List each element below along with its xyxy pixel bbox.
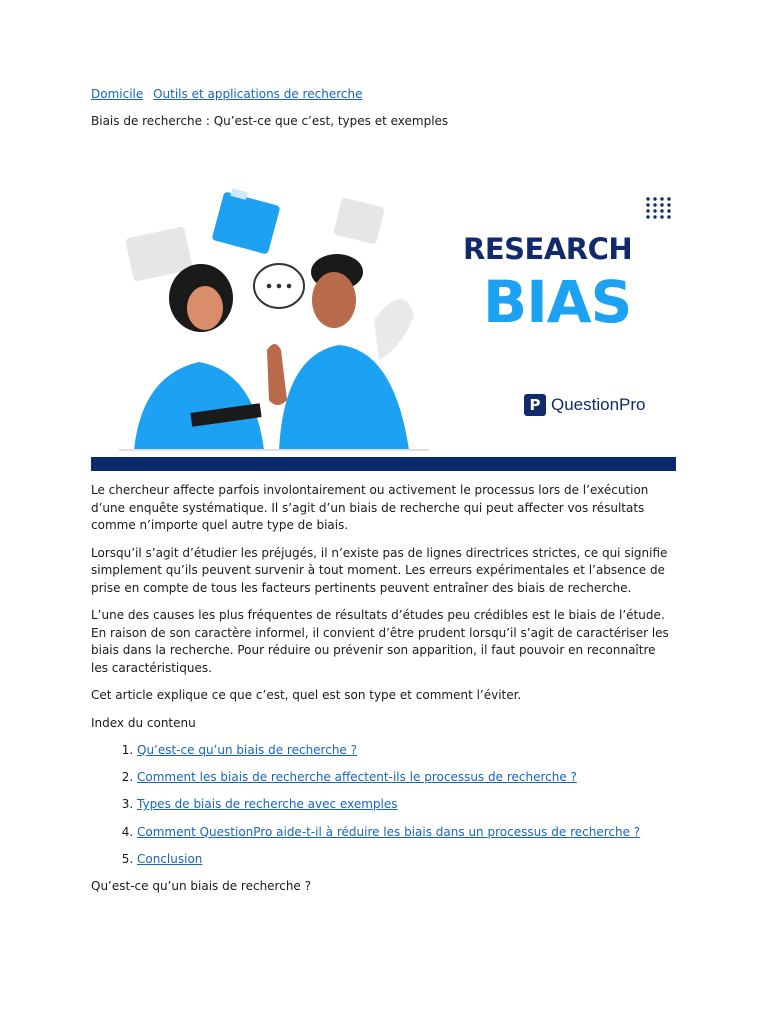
toc-link[interactable]: Types de biais de recherche avec exemples — [137, 797, 398, 812]
people-discussion-illustration — [119, 180, 429, 455]
toc-item — [137, 824, 676, 841]
paragraph: Le chercheur affecte parfois involontairement ou activement le processus lors de l’exécution d’une enquête systématique. Il s’agit d’un biais de recherche qui peut affecter vos résultats comme n’importe quel autre type de biais. — [91, 483, 649, 532]
page-title: Biais de recherche : Qu’est-ce que c’est, types et exemples — [91, 114, 449, 128]
breadcrumb — [91, 86, 676, 103]
questionpro-logo — [524, 394, 646, 416]
breadcrumb-category-link[interactable]: Outils et applications de recherche — [153, 87, 363, 101]
toc-link[interactable]: Comment les biais de recherche affectent-ils le processus de recherche ? — [137, 769, 577, 784]
document-page — [91, 86, 676, 895]
section-heading: Qu’est-ce qu’un biais de recherche ? — [91, 879, 311, 894]
breadcrumb-home-link[interactable]: Domicile — [91, 87, 144, 101]
paragraph: Cet article explique ce que c’est, quel est son type et comment l’éviter. — [91, 688, 522, 702]
questionpro-logo-text: QuestionPro — [551, 395, 646, 414]
table-of-contents — [91, 742, 676, 869]
questionpro-logo-icon: P — [524, 394, 546, 416]
hero-heading-research: RESEARCH — [463, 232, 633, 266]
toc-title: Index du contenu — [91, 715, 196, 730]
toc-link[interactable]: Comment QuestionPro aide-t-il à réduire les biais dans un processus de recherche ? — [137, 824, 641, 839]
hero-heading-bias: BIAS — [483, 268, 632, 336]
hero-bottom-band — [91, 457, 676, 471]
article-body — [91, 482, 676, 705]
toc-item — [137, 742, 676, 759]
toc-item — [137, 769, 676, 786]
toc-link[interactable]: Qu’est-ce qu’un biais de recherche ? — [137, 742, 357, 757]
toc-item — [137, 851, 676, 868]
hero-image — [91, 140, 676, 472]
paragraph: L’une des causes les plus fréquentes de résultats d’études peu crédibles est le biais de l’étude. En raison de son caractère informel, il convient d’être prudent lorsqu’il s’agit de caractériser les biais dans la recherche. Pour réduire ou prévenir son apparition, il faut pouvoir en reconnaître les caractéristiques. — [91, 608, 669, 675]
toc-link[interactable]: Conclusion — [137, 852, 203, 867]
paragraph: Lorsqu’il s’agit d’étudier les préjugés, il n’existe pas de lignes directrices strictes, ce qui signifie simplement qu’ils peuvent survenir à tout moment. Les erreurs expérimentales et l’absence de prise en compte de tous les facteurs pertinents peuvent entraîner des biais de recherche. — [91, 545, 668, 595]
dot-grid-decoration — [644, 195, 676, 223]
toc-item — [137, 796, 676, 813]
